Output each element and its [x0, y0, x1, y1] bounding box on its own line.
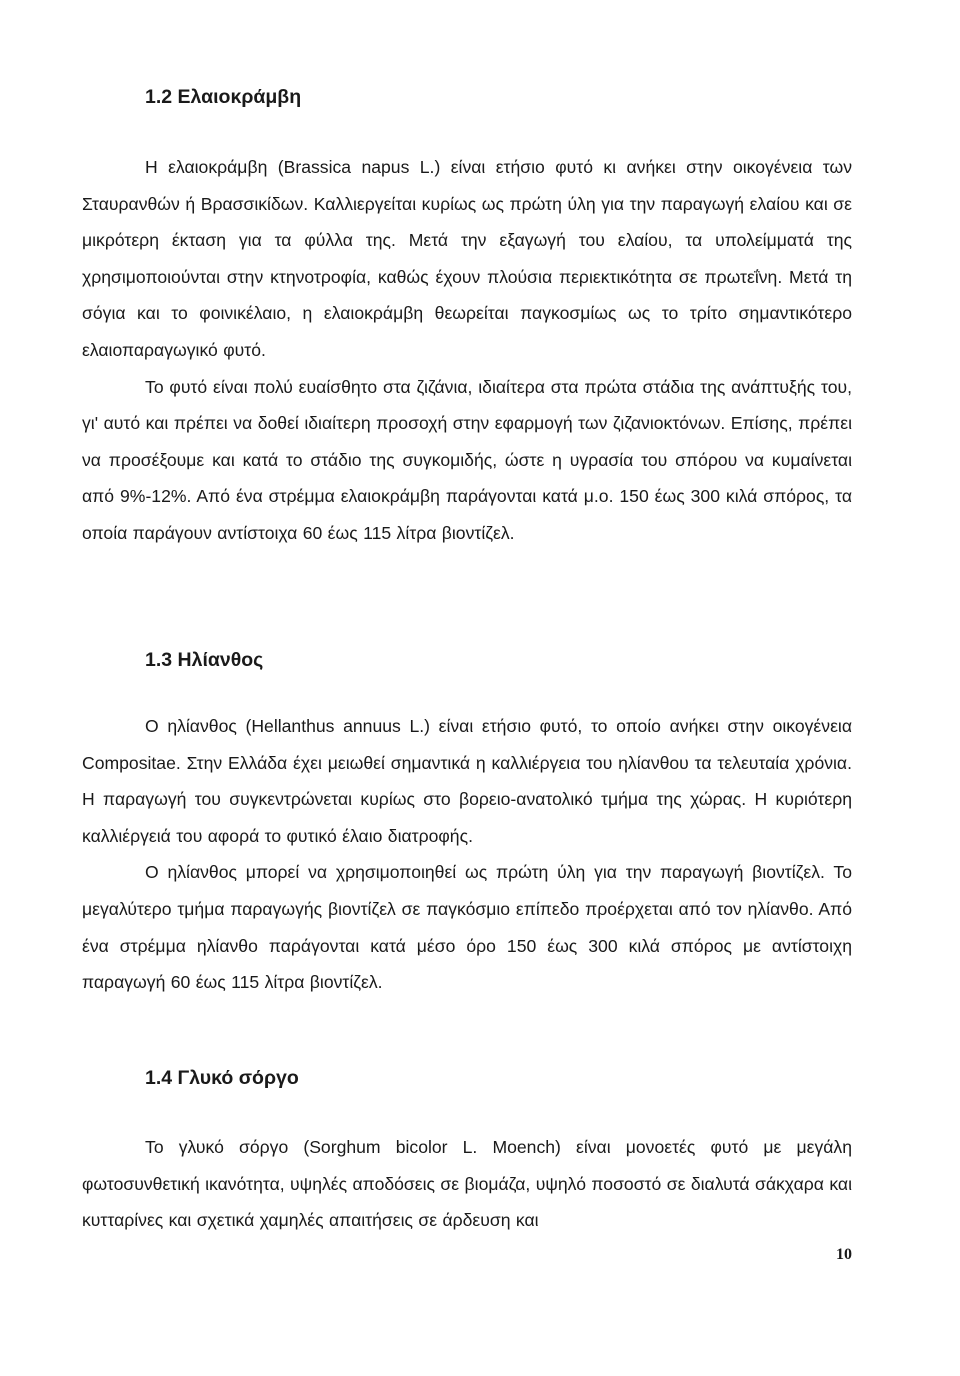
section-body-sweet-sorghum [82, 1129, 852, 1239]
section-heading-sunflower: 1.3 Ηλίανθος [145, 649, 264, 671]
section-heading-rapeseed: 1.2 Ελαιοκράμβη [145, 86, 302, 108]
paragraph: Η ελαιοκράμβη (Brassica napus L.) είναι ετήσιο φυτό κι ανήκει στην οικογένεια των Σταυρανθών ή Βρασσικίδων. Καλλιεργείται κυρίως ως πρώτη ύλη για την παραγωγή ελαίου και σε μικρότερη έκταση για τα φύλλα της. Μετά την εξαγωγή του ελαίου, τα υπολείμματά της χρησιμοποιούνται στην κτηνοτροφία, καθώς έχουν πλούσια περιεκτικότητα σε πρωτεΐνη. Μετά τη σόγια και το φοινικέλαιο, η ελαιοκράμβη θεωρείται παγκοσμίως ως το τρίτο σημαντικότερο ελαιοπαραγωγικό φυτό. [82, 157, 852, 360]
section-body-sunflower [82, 708, 852, 1001]
paragraph: Ο ηλίανθος (Hellanthus annuus L.) είναι ετήσιο φυτό, το οποίο ανήκει στην οικογένεια Compositae. Στην Ελλάδα έχει μειωθεί σημαντικά η καλλιέργεια του ηλίανθου τα τελευταία χρόνια. Η παραγωγή του συγκεντρώνεται κυρίως στο βορειο-ανατολικό τμήμα της χώρας. Η κυριότερη καλλιέργειά του αφορά το φυτικό έλαιο διατροφής. [82, 716, 852, 846]
paragraph: Ο ηλίανθος μπορεί να χρησιμοποιηθεί ως πρώτη ύλη για την παραγωγή βιοντίζελ. Το μεγαλύτερο τμήμα παραγωγής βιοντίζελ σε παγκόσμιο επίπεδο προέρχεται από τον ηλίανθο. Από ένα στρέμμα ηλίανθο παράγονται κατά μέσο όρο 150 έως 300 κιλά σπόρος με αντίστοιχη παραγωγή 60 έως 115 λίτρα βιοντίζελ. [82, 862, 852, 993]
page-number: 10 [836, 1246, 852, 1263]
paragraph: Το φυτό είναι πολύ ευαίσθητο στα ζιζάνια, ιδιαίτερα στα πρώτα στάδια της ανάπτυξής του, γι' αυτό και πρέπει να δοθεί ιδιαίτερη προσοχή στην εφαρμογή των ζιζανιοκτόνων. Επίσης, πρέπει να προσέξουμε και κατά το στάδιο της συγκομιδής, ώστε η υγρασία του σπόρου να κυμαίνεται από 9%-12%. Από ένα στρέμμα ελαιοκράμβη παράγονται κατά μ.ο. 150 έως 300 κιλά σπόρος, τα οποία παράγουν αντίστοιχα 60 έως 115 λίτρα βιοντίζελ. [82, 376, 852, 543]
paragraph: Το γλυκό σόργο (Sorghum bicolor L. Moench) είναι μονοετές φυτό με μεγάλη φωτοσυνθετική ικανότητα, υψηλές αποδόσεις σε βιομάζα, υψηλό ποσοστό σε διαλυτά σάκχαρα και κυτταρίνες και σχετικά χαμηλές απαιτήσεις σε άρδευση και [82, 1137, 852, 1231]
section-body-rapeseed [82, 149, 852, 552]
section-heading-sweet-sorghum: 1.4 Γλυκό σόργο [145, 1067, 299, 1089]
